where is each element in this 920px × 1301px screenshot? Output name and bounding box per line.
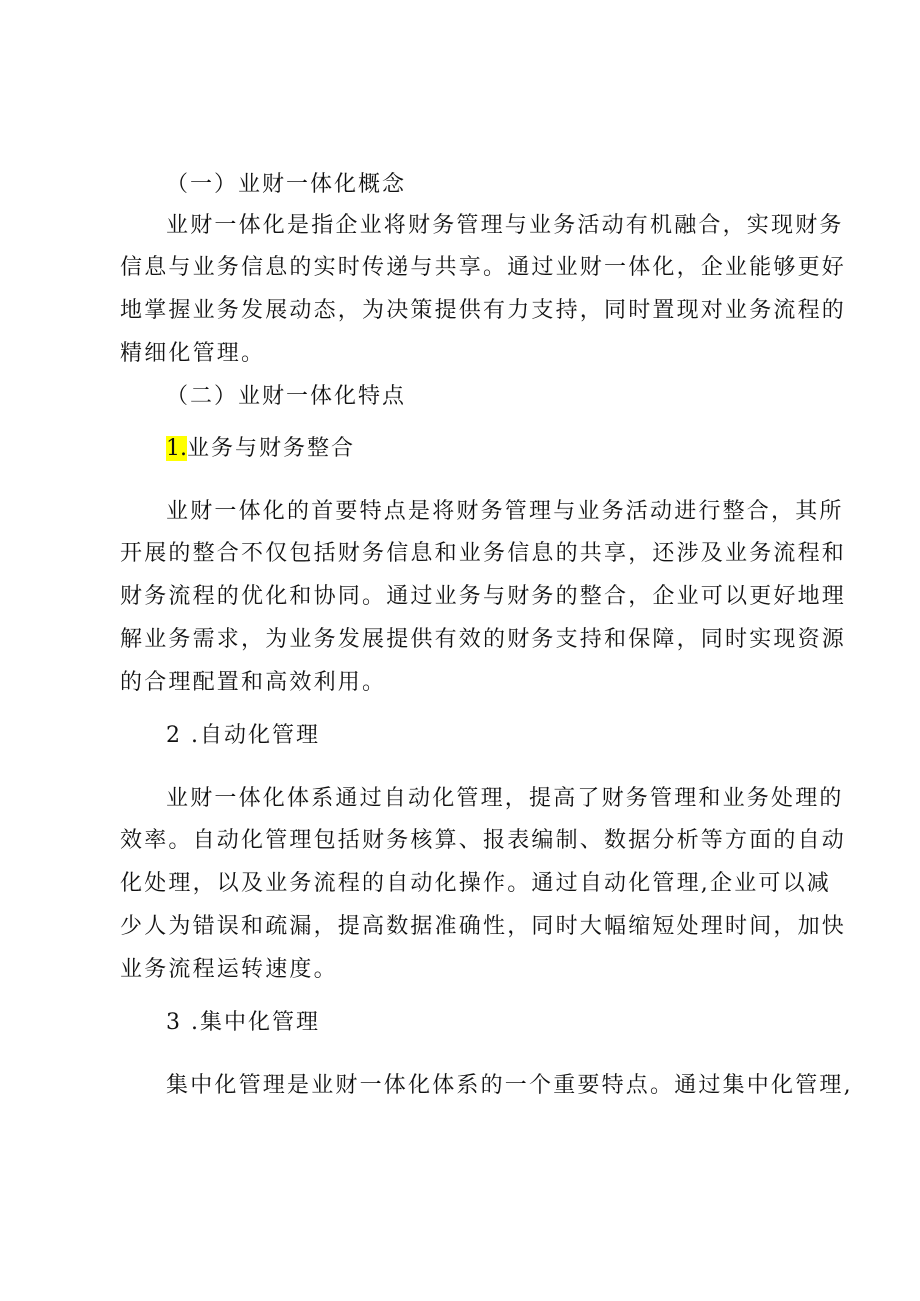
- paragraph-line: 地掌握业务发展动态，为决策提供有力支持，同时置现对业务流程的: [120, 298, 847, 323]
- paragraph-line: 业财一体化体系通过自动化管理，提高了财务管理和业务处理的: [166, 786, 844, 811]
- section-heading-concept: （一）业财一体化概念: [166, 172, 407, 197]
- highlighted-number: 1.: [166, 436, 187, 461]
- paragraph-line: 化处理，以及业务流程的自动化操作。通过自动化管理,企业可以减: [120, 871, 831, 896]
- item-title: 业务与财务整合: [187, 436, 356, 461]
- paragraph-line: 业务流程运转速度。: [120, 957, 338, 982]
- paragraph-line: 精细化管理。: [120, 341, 266, 366]
- paragraph-line: 少人为错误和疏漏，提高数据准确性，同时大幅缩短处理时间，加快: [120, 914, 847, 939]
- paragraph-line: 的合理配置和高效利用。: [120, 670, 387, 695]
- paragraph-line: 信息与业务信息的实时传递与共享。通过业财一体化，企业能够更好: [120, 255, 847, 280]
- paragraph-line: 财务流程的优化和协同。通过业务与财务的整合，企业可以更好地理: [120, 584, 847, 609]
- item-heading-centralization: 3 .集中化管理: [166, 1010, 320, 1035]
- section-heading-features: （二）业财一体化特点: [166, 384, 407, 409]
- paragraph-line: 业财一体化是指企业将财务管理与业务活动有机融合，实现财务: [166, 213, 844, 238]
- paragraph-line: 开展的整合不仅包括财务信息和业务信息的共享，还涉及业务流程和: [120, 541, 847, 566]
- paragraph-line: 业财一体化的首要特点是将财务管理与业务活动进行整合，其所: [166, 499, 844, 524]
- item-heading-integration: [166, 434, 355, 464]
- paragraph-line: 解业务需求，为业务发展提供有效的财务支持和保障，同时实现资源: [120, 627, 847, 652]
- paragraph-line: 效率。自动化管理包括财务核算、报表编制、数据分析等方面的自动: [120, 828, 847, 853]
- paragraph-line: 集中化管理是业财一体化体系的一个重要特点。通过集中化管理,: [166, 1073, 853, 1098]
- item-heading-automation: 2 .自动化管理: [166, 723, 320, 748]
